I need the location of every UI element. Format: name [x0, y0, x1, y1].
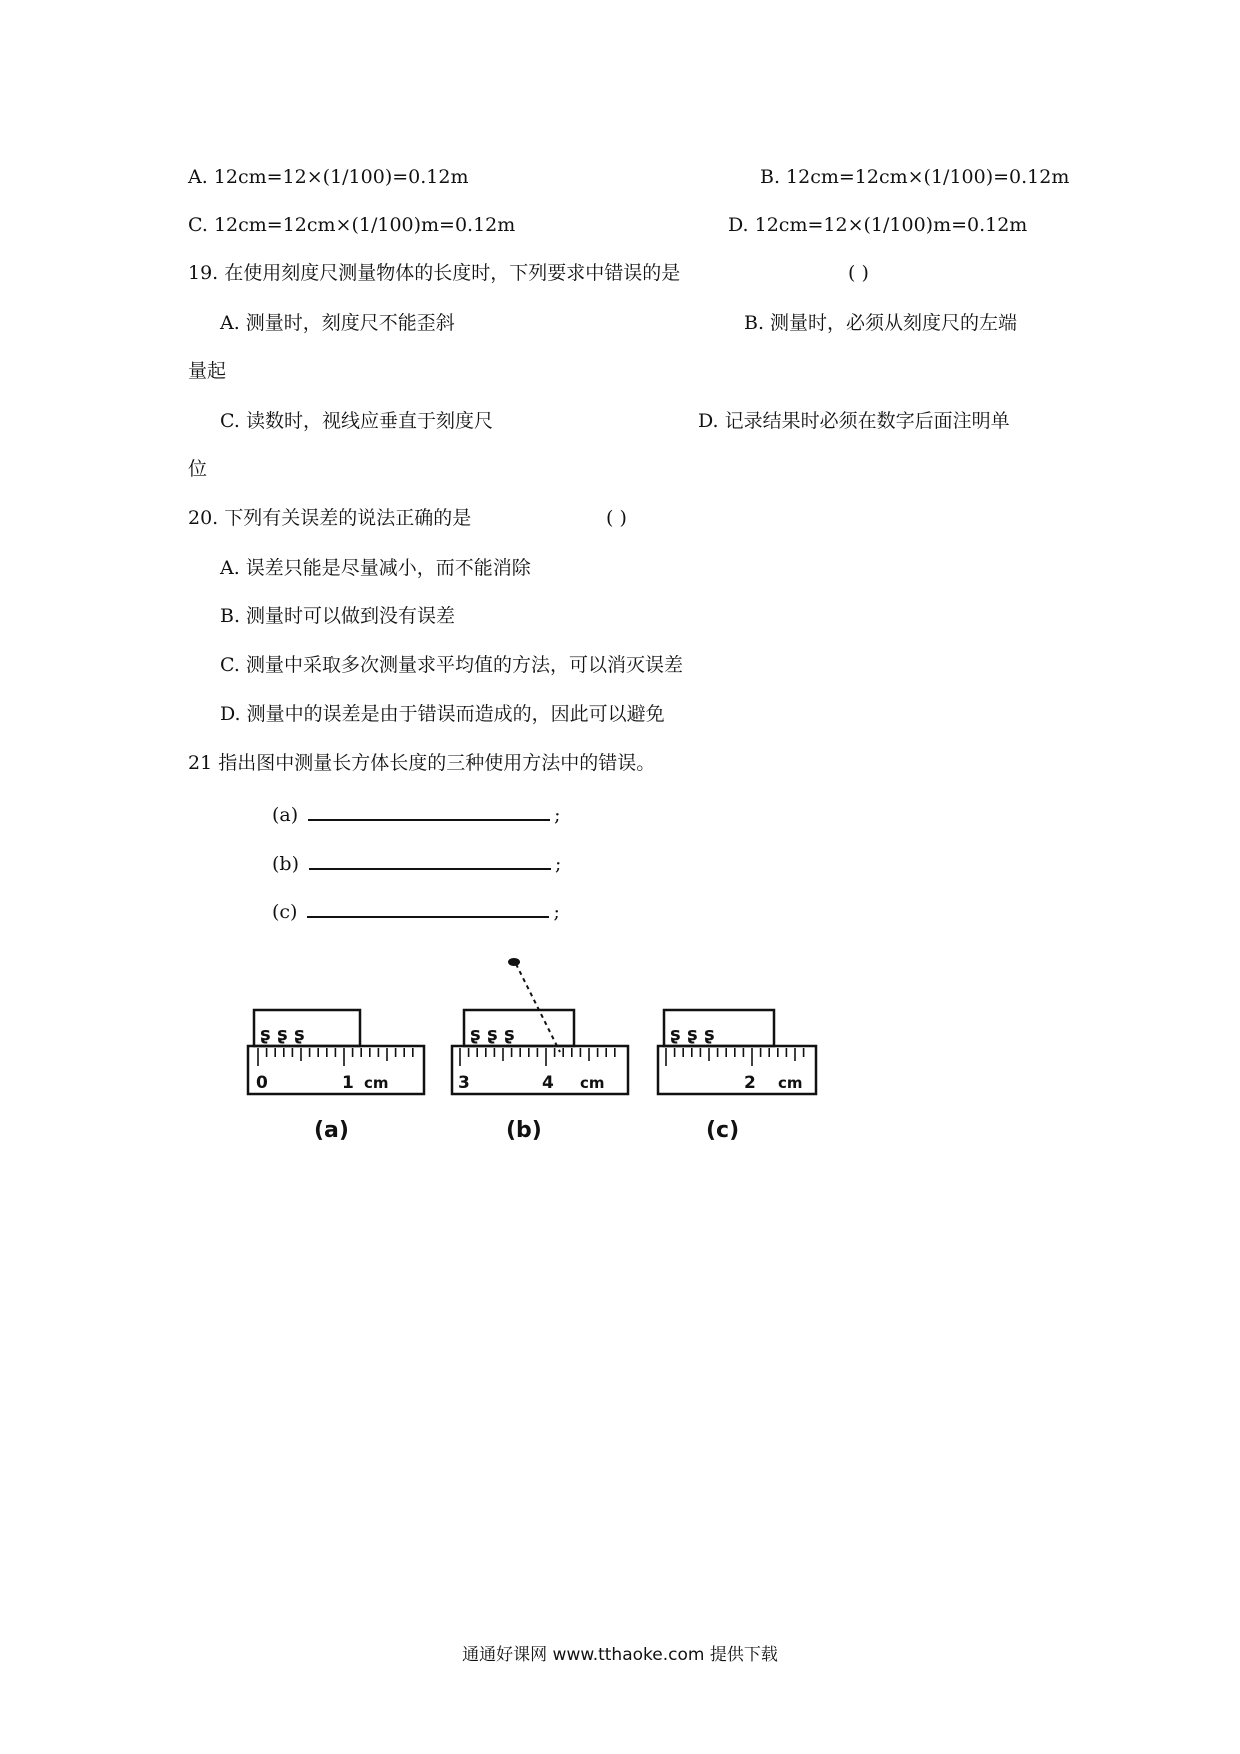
q20-option-d: D. 测量中的误差是由于错误而造成的，因此可以避免 [220, 703, 665, 725]
ruler-ticks [258, 1048, 413, 1066]
q21-stem: 21 指出图中测量长方体长度的三种使用方法中的错误。 [188, 752, 656, 774]
answer-line[interactable] [307, 896, 549, 918]
q19-option-b: B. 测量时，必须从刻度尺的左端 [744, 312, 1018, 334]
blank-label: (c) [272, 901, 298, 923]
q19-answer-paren: ( ) [848, 262, 869, 284]
tick-label: 4 [542, 1073, 554, 1093]
figure-caption: (c) [706, 1118, 740, 1143]
q18-option-c: C. 12cm=12cm×(1/100)m=0.12m [188, 214, 516, 236]
q20-answer-paren: ( ) [606, 507, 627, 529]
q21-blank-a [272, 799, 561, 828]
ruler-ticks [666, 1048, 804, 1066]
q19-option-d-cont: 位 [188, 458, 208, 480]
q21-blank-c [272, 896, 560, 925]
ruler-ticks [460, 1048, 615, 1066]
figure-b [452, 958, 628, 1143]
q19-option-a: A. 测量时，刻度尺不能歪斜 [220, 312, 455, 334]
q20-stem: 20. 下列有关误差的说法正确的是 [188, 507, 472, 529]
q20-option-c: C. 测量中采取多次测量求平均值的方法，可以消灭误差 [220, 654, 683, 676]
tick-label: 2 [744, 1073, 756, 1093]
footer-credit: 通通好课网 www.tthaoke.com 提供下载 [462, 1645, 778, 1665]
blank-label: (a) [272, 804, 299, 826]
block-texture: ʂ ʂ ʂ [260, 1024, 305, 1045]
tick-label: 1 [342, 1073, 354, 1093]
answer-line[interactable] [309, 848, 551, 870]
answer-line[interactable] [308, 799, 550, 821]
q21-blank-b [272, 848, 561, 877]
q18-option-a: A. 12cm=12×(1/100)=0.12m [188, 166, 469, 188]
q19-stem: 19. 在使用刻度尺测量物体的长度时，下列要求中错误的是 [188, 262, 681, 284]
blank-end: ; [554, 804, 561, 826]
q18-option-b: B. 12cm=12cm×(1/100)=0.12m [760, 166, 1070, 188]
blank-end: ; [555, 853, 562, 875]
q18-option-d: D. 12cm=12×(1/100)m=0.12m [728, 214, 1028, 236]
ruler-figure [230, 940, 850, 1160]
block-texture: ʂ ʂ ʂ [670, 1024, 715, 1045]
figure-caption: (b) [506, 1118, 542, 1143]
q20-option-b: B. 测量时可以做到没有误差 [220, 605, 456, 627]
q20-option-a: A. 误差只能是尽量减小，而不能消除 [220, 557, 531, 579]
unit-label: cm [580, 1074, 605, 1092]
figure-caption: (a) [314, 1118, 349, 1143]
q19-option-d: D. 记录结果时必须在数字后面注明单 [698, 410, 1010, 432]
blank-label: (b) [272, 853, 299, 875]
unit-label: cm [364, 1074, 389, 1092]
eye-icon [508, 958, 520, 966]
blank-end: ; [553, 901, 560, 923]
unit-label: cm [778, 1074, 803, 1092]
figure-a [248, 1010, 424, 1143]
block-texture: ʂ ʂ ʂ [470, 1024, 515, 1045]
q19-option-c: C. 读数时，视线应垂直于刻度尺 [220, 410, 493, 432]
tick-label: 3 [458, 1073, 470, 1093]
sight-line [516, 964, 560, 1052]
tick-label: 0 [256, 1073, 268, 1093]
figure-c [658, 1010, 816, 1143]
q19-option-b-cont: 量起 [188, 360, 227, 382]
